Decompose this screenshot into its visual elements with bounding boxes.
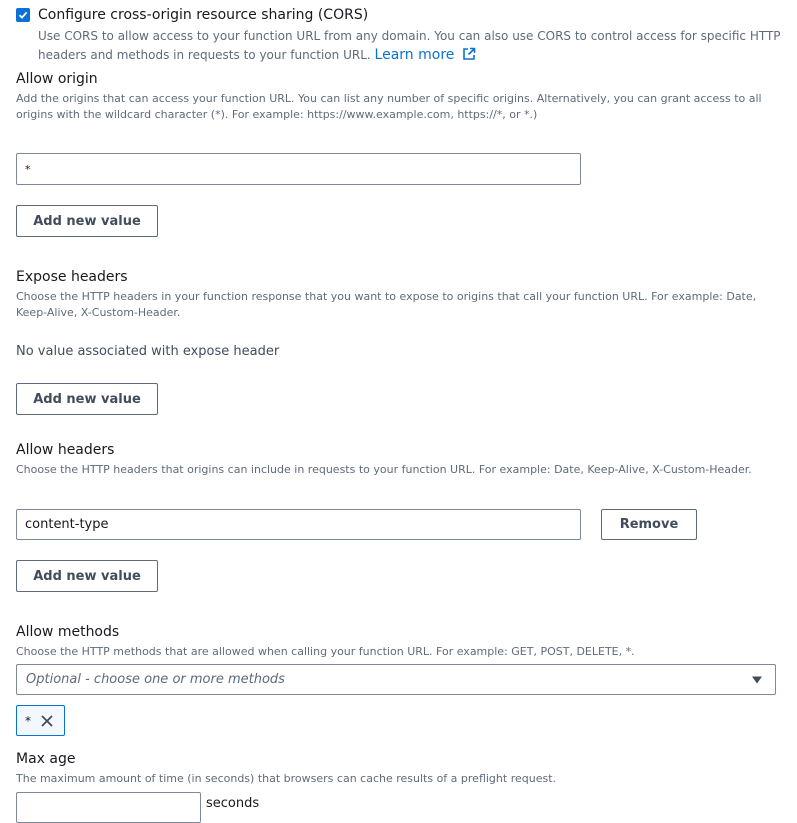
allow-origin-input[interactable]: [16, 153, 581, 185]
expose-headers-empty-text: No value associated with expose header: [16, 344, 280, 359]
allow-headers-value: content-type: [25, 517, 109, 532]
max-age-unit: seconds: [206, 796, 260, 811]
allow-methods-label: Allow methods: [16, 624, 120, 640]
method-token-label: *: [25, 713, 31, 728]
allow-origin-value: *: [25, 162, 31, 176]
allow-headers-remove-button[interactable]: Remove: [601, 509, 697, 540]
max-age-label: Max age: [16, 751, 76, 767]
close-icon: [40, 714, 54, 728]
expose-headers-description: Choose the HTTP headers in your function response that you want to expose to origins that call your function URL. For example: Date, Keep-Alive, X-Custom-Header.: [16, 290, 757, 319]
learn-more-label: Learn more: [374, 47, 455, 63]
method-token: [16, 705, 65, 736]
allow-headers-description: Choose the HTTP headers that origins can include in requests to your function URL. For example: Date, Keep-Alive, X-Custom-Header.: [16, 463, 752, 476]
cors-checkbox-label[interactable]: Configure cross-origin resource sharing (CORS): [38, 7, 369, 23]
learn-more-link[interactable]: [375, 47, 476, 63]
cors-description-text: Use CORS to allow access to your function URL from any domain. You can also use CORS to control access for specific HTTP headers and methods in requests to your function URL.: [38, 29, 781, 62]
allow-origin-add-button[interactable]: Add new value: [16, 205, 158, 237]
allow-methods-placeholder: Optional - choose one or more methods: [26, 672, 285, 687]
cors-description: [38, 27, 788, 65]
max-age-description: The maximum amount of time (in seconds) that browsers can cache results of a preflight request.: [16, 772, 557, 785]
allow-headers-label: Allow headers: [16, 442, 115, 458]
dismiss-token-button[interactable]: [40, 714, 54, 728]
expose-headers-label: Expose headers: [16, 269, 128, 285]
expose-headers-add-button[interactable]: Add new value: [16, 383, 158, 415]
allow-headers-add-button[interactable]: Add new value: [16, 560, 158, 592]
cors-checkbox[interactable]: [16, 8, 30, 22]
max-age-input[interactable]: [16, 792, 201, 823]
allow-origin-description: Add the origins that can access your function URL. You can list any number of specific origins. Alternatively, you can grant access to all origins with the wildcard character (*). For example: https://www.example.com, https://*, or *.): [16, 92, 762, 121]
external-link-icon: [462, 47, 476, 61]
allow-methods-description: Choose the HTTP methods that are allowed when calling your function URL. For example: GET, POST, DELETE, *.: [16, 645, 635, 658]
allow-methods-select[interactable]: [16, 664, 776, 695]
allow-headers-input[interactable]: [16, 509, 581, 540]
checkmark-icon: [18, 10, 28, 20]
allow-origin-label: Allow origin: [16, 71, 98, 87]
caret-down-icon: [751, 675, 763, 685]
